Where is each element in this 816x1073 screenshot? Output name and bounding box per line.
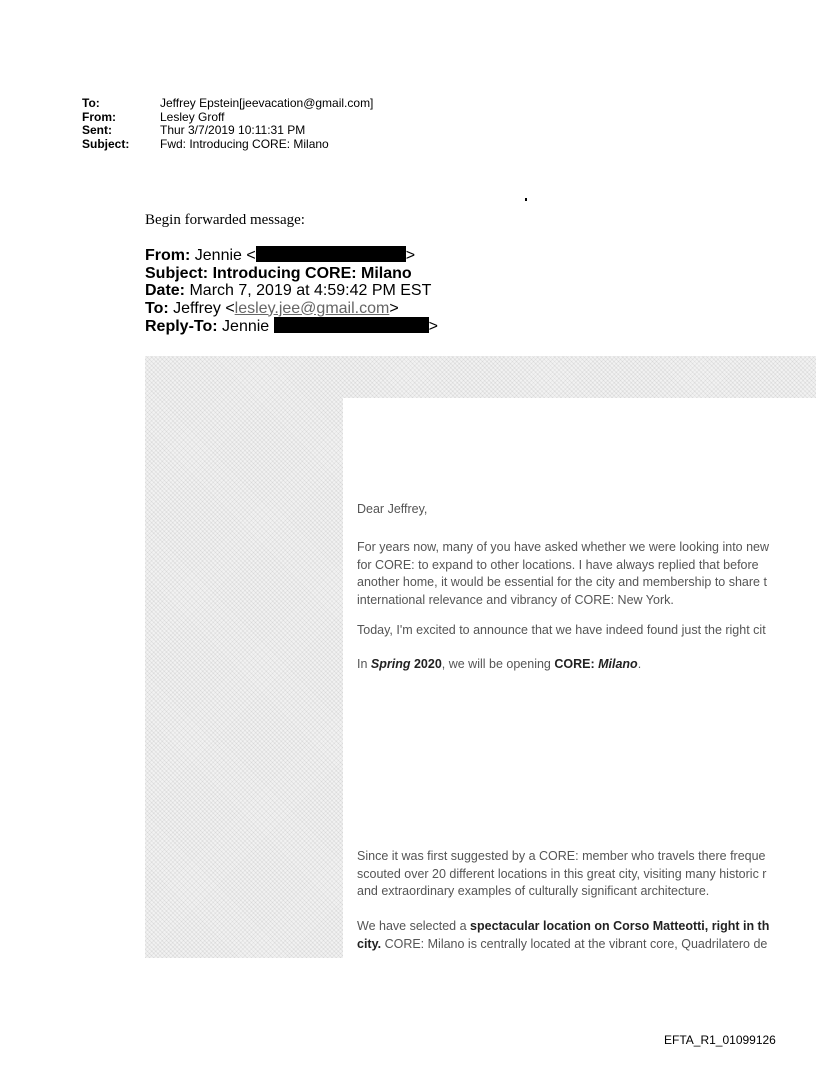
paragraph-4 — [357, 848, 766, 901]
subject-label: Subject: — [82, 136, 130, 151]
p1-line: international relevance and vibrancy of CORE: New York. — [357, 592, 674, 607]
p3-year: 2020 — [410, 657, 442, 671]
fwd-to-email-link[interactable]: lesley.jee@gmail.com — [234, 299, 390, 317]
fwd-subject-value: Introducing CORE: Milano — [212, 264, 412, 282]
fwd-date-value: March 7, 2019 at 4:59:42 PM EST — [189, 282, 432, 299]
email-body-panel — [343, 398, 816, 958]
to-label: To: — [82, 96, 100, 110]
p3-core: CORE: — [554, 657, 599, 671]
fwd-from-value: Jennie < — [194, 247, 256, 264]
forward-intro: Begin forwarded message: — [145, 212, 305, 228]
p5-bold: city. — [357, 936, 382, 951]
sent-label: Sent: — [82, 123, 112, 137]
sent-value: Thur 3/7/2019 10:11:31 PM — [160, 123, 306, 137]
fwd-from-label: From: — [145, 247, 191, 264]
p3-text: In — [357, 657, 371, 671]
fwd-date-label: Date: — [145, 282, 186, 299]
p5-text: CORE: Milano is centrally located at the vibrant core, Quadrilatero de — [381, 936, 768, 951]
subject-value: Fwd: Introducing CORE: Milano — [160, 136, 329, 151]
paragraph-3 — [357, 656, 641, 674]
email-header — [82, 97, 373, 151]
from-label: From: — [82, 109, 116, 124]
paragraph-1 — [357, 539, 769, 609]
p3-spring: Spring — [370, 657, 411, 671]
p5-text: We have selected a — [357, 919, 471, 933]
paragraph-2: Today, I'm excited to announce that we have indeed found just the right cit — [357, 623, 766, 637]
p4-line: Since it was first suggested by a CORE: member who travels there freque — [357, 849, 766, 863]
fwd-replyto-label: Reply-To: — [145, 318, 218, 335]
p5-bold: spectacular location on Corso Matteotti, right in th — [470, 919, 770, 933]
from-value: Lesley Groff — [160, 109, 225, 124]
stray-mark — [525, 198, 527, 201]
p1-line: For years now, many of you have asked whether we were looking into new — [357, 540, 770, 554]
p1-line: another home, it would be essential for the city and membership to share t — [357, 575, 767, 589]
fwd-subject-label: Subject: — [145, 264, 209, 282]
p1-line: for CORE: to expand to other locations. I have always replied that before — [357, 557, 759, 572]
document-id: EFTA_R1_01099126 — [664, 1033, 776, 1047]
forwarded-header: From: Jennie < > Subject: Introducing CORE: Milano Date: March 7, 2019 at 4:59:42 PM EST To: Jeffrey <lesley.jee@gmail.com> Reply-To: Jennie > — [145, 247, 438, 335]
redaction-box — [256, 246, 406, 262]
p4-line: scouted over 20 different locations in this great city, visiting many historic r — [357, 866, 767, 881]
greeting: Dear Jeffrey, — [357, 502, 428, 516]
fwd-to-name: Jeffrey < — [173, 299, 235, 317]
p3-milano: Milano — [598, 657, 638, 671]
p3-text: , we will be opening — [441, 657, 555, 671]
email-body-frame — [145, 356, 816, 958]
to-value: Jeffrey Epstein[jeevacation@gmail.com] — [160, 96, 374, 110]
p4-line: and extraordinary examples of culturally significant architecture. — [357, 884, 710, 898]
fwd-to-label: To: — [145, 299, 169, 317]
redaction-box — [274, 317, 429, 333]
p3-text: . — [637, 657, 642, 671]
fwd-replyto-value: Jennie — [222, 318, 270, 335]
paragraph-5 — [357, 918, 769, 953]
